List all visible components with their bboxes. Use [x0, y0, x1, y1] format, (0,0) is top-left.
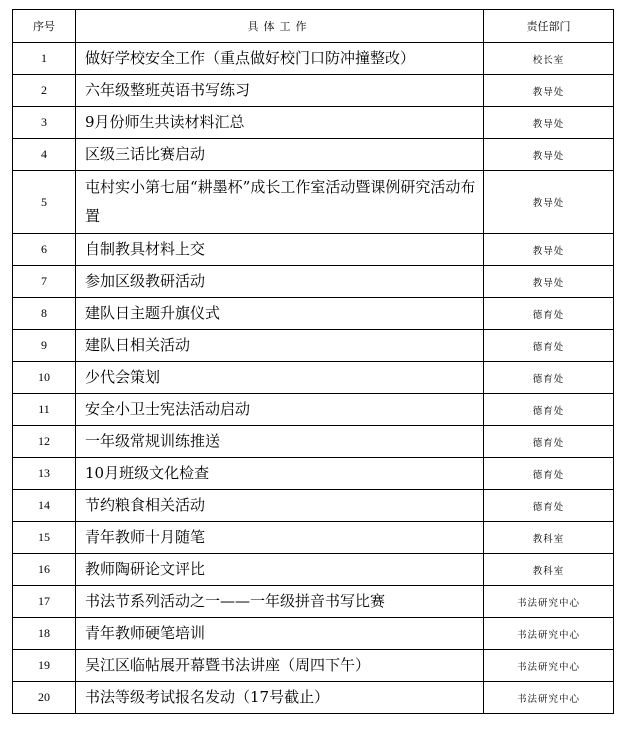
row-number: 18 [13, 618, 76, 650]
row-task: 做好学校安全工作（重点做好校门口防冲撞整改） [76, 43, 484, 75]
table-row [13, 490, 614, 522]
header-department: 责任部门 [484, 10, 614, 43]
table-row [13, 266, 614, 298]
row-department: 教科室 [484, 522, 614, 554]
row-number: 15 [13, 522, 76, 554]
row-task: 安全小卫士宪法活动启动 [76, 394, 484, 426]
row-task: 屯村实小第七届“耕墨杯”成长工作室活动暨课例研究活动布置 [76, 171, 484, 234]
row-department: 教导处 [484, 234, 614, 266]
row-department: 教导处 [484, 171, 614, 234]
table-row [13, 682, 614, 714]
table-row [13, 234, 614, 266]
table-row [13, 554, 614, 586]
row-department: 教导处 [484, 139, 614, 171]
row-number: 10 [13, 362, 76, 394]
row-department: 德育处 [484, 490, 614, 522]
row-department: 德育处 [484, 330, 614, 362]
row-task: 一年级常规训练推送 [76, 426, 484, 458]
row-department: 校长室 [484, 43, 614, 75]
row-department: 德育处 [484, 298, 614, 330]
table-header-row [13, 10, 614, 43]
row-department: 教导处 [484, 266, 614, 298]
table-row [13, 75, 614, 107]
row-task: 教师陶研论文评比 [76, 554, 484, 586]
table-row [13, 426, 614, 458]
row-task: 青年教师硬笔培训 [76, 618, 484, 650]
table-row [13, 298, 614, 330]
row-task: 书法等级考试报名发动（17号截止） [76, 682, 484, 714]
row-number: 16 [13, 554, 76, 586]
row-department: 教导处 [484, 75, 614, 107]
row-task: 青年教师十月随笔 [76, 522, 484, 554]
row-number: 2 [13, 75, 76, 107]
document-page [12, 9, 614, 714]
row-task: 六年级整班英语书写练习 [76, 75, 484, 107]
row-number: 14 [13, 490, 76, 522]
work-plan-table [12, 9, 614, 714]
row-task: 书法节系列活动之一——一年级拼音书写比赛 [76, 586, 484, 618]
row-number: 13 [13, 458, 76, 490]
row-number: 1 [13, 43, 76, 75]
row-task: 自制教具材料上交 [76, 234, 484, 266]
row-number: 4 [13, 139, 76, 171]
table-row [13, 107, 614, 139]
row-number: 8 [13, 298, 76, 330]
row-task: 吴江区临帖展开幕暨书法讲座（周四下午） [76, 650, 484, 682]
table-row [13, 394, 614, 426]
row-task: 参加区级教研活动 [76, 266, 484, 298]
table-row [13, 586, 614, 618]
row-department: 德育处 [484, 458, 614, 490]
table-row [13, 522, 614, 554]
header-task: 具体工作 [76, 10, 484, 43]
table-row [13, 139, 614, 171]
row-number: 5 [13, 171, 76, 234]
row-department: 教导处 [484, 107, 614, 139]
row-number: 19 [13, 650, 76, 682]
row-number: 17 [13, 586, 76, 618]
row-number: 11 [13, 394, 76, 426]
row-task: 节约粮食相关活动 [76, 490, 484, 522]
row-task: 建队日主题升旗仪式 [76, 298, 484, 330]
row-task: 区级三话比赛启动 [76, 139, 484, 171]
table-row [13, 43, 614, 75]
table-row [13, 171, 614, 234]
row-task: 9月份师生共读材料汇总 [76, 107, 484, 139]
table-row [13, 458, 614, 490]
row-department: 书法研究中心 [484, 618, 614, 650]
row-department: 书法研究中心 [484, 586, 614, 618]
row-number: 6 [13, 234, 76, 266]
row-number: 9 [13, 330, 76, 362]
table-row [13, 650, 614, 682]
row-department: 书法研究中心 [484, 682, 614, 714]
row-department: 德育处 [484, 394, 614, 426]
row-department: 书法研究中心 [484, 650, 614, 682]
row-task: 少代会策划 [76, 362, 484, 394]
row-department: 教科室 [484, 554, 614, 586]
table-row [13, 618, 614, 650]
row-task: 建队日相关活动 [76, 330, 484, 362]
row-number: 3 [13, 107, 76, 139]
row-department: 德育处 [484, 362, 614, 394]
row-number: 20 [13, 682, 76, 714]
header-serial-number: 序号 [13, 10, 76, 43]
row-task: 10月班级文化检查 [76, 458, 484, 490]
row-number: 7 [13, 266, 76, 298]
row-department: 德育处 [484, 426, 614, 458]
table-row [13, 362, 614, 394]
row-number: 12 [13, 426, 76, 458]
table-row [13, 330, 614, 362]
